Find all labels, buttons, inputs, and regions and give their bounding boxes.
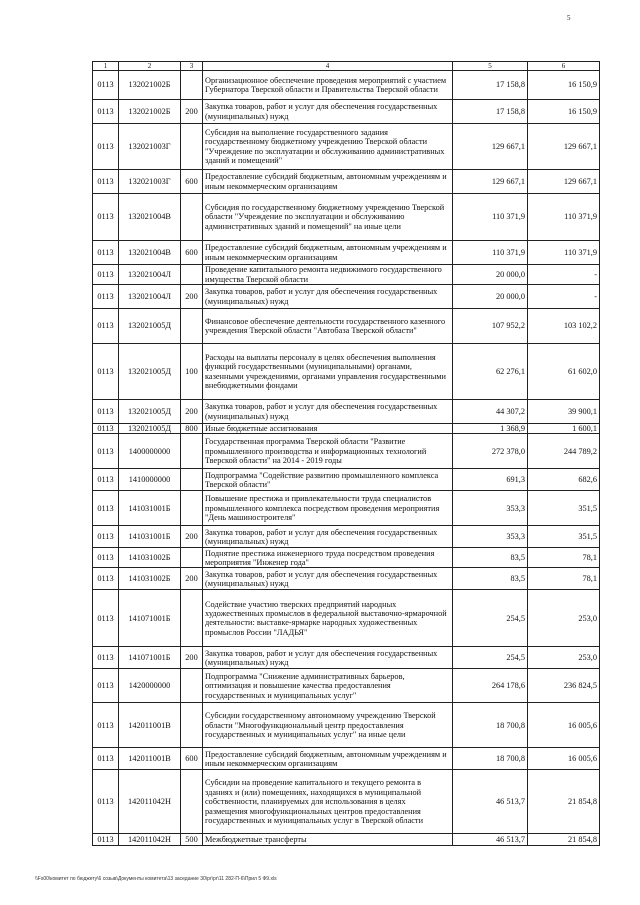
code-cell: 132021002Б: [119, 100, 181, 124]
section-cell: 0113: [93, 100, 119, 124]
code-cell: 132021004Л: [119, 265, 181, 285]
section-cell: 0113: [93, 647, 119, 669]
amount-2018-cell: 62 276,1: [453, 344, 528, 400]
amount-2018-cell: 264 178,6: [453, 669, 528, 703]
type-cell: 200: [181, 647, 203, 669]
name-cell: Содействие участию тверских предприятий народных художественных промыслов в федеральной выставочно-ярмарочной деятельности: выставке-ярмарке народных художественных промыслов России "ЛАДЬЯ": [203, 590, 453, 647]
amount-2019-cell: 78,1: [528, 548, 600, 568]
amount-2019-cell: 110 371,9: [528, 241, 600, 265]
section-cell: 0113: [93, 834, 119, 846]
code-cell: 141071001Б: [119, 647, 181, 669]
amount-2018-cell: 353,3: [453, 491, 528, 526]
name-cell: Подпрограмма "Содействие развитию промышленного комплекса Тверской области": [203, 469, 453, 491]
type-cell: [181, 309, 203, 344]
table-row: [93, 285, 600, 309]
table-row: [93, 170, 600, 194]
amount-2018-cell: 18 700,8: [453, 703, 528, 748]
code-cell: 142011042Н: [119, 834, 181, 846]
code-cell: 132021004В: [119, 194, 181, 241]
code-cell: 1410000000: [119, 469, 181, 491]
name-cell: Предоставление субсидий бюджетным, автономным учреждениям и иным некоммерческим организациям: [203, 170, 453, 194]
amount-2018-cell: 20 000,0: [453, 285, 528, 309]
amount-2018-cell: 44 307,2: [453, 400, 528, 424]
table-row: [93, 124, 600, 170]
section-cell: 0113: [93, 309, 119, 344]
code-cell: 132021003Г: [119, 170, 181, 194]
header-cell: 6: [528, 62, 600, 71]
table-row: [93, 590, 600, 647]
type-cell: [181, 770, 203, 834]
amount-2018-cell: 110 371,9: [453, 241, 528, 265]
section-cell: 0113: [93, 526, 119, 548]
section-cell: 0113: [93, 590, 119, 647]
name-cell: Субсидия на выполнение государственного задания государственному бюджетному учреждению Тверской области "Учреждение по эксплуатации и обслуживанию административных зданий и помещений": [203, 124, 453, 170]
amount-2018-cell: 17 158,8: [453, 100, 528, 124]
table-row: [93, 469, 600, 491]
header-cell: 2: [119, 62, 181, 71]
table-row: [93, 748, 600, 770]
type-cell: 200: [181, 285, 203, 309]
amount-2019-cell: -: [528, 265, 600, 285]
table-row: [93, 770, 600, 834]
table-row: [93, 434, 600, 469]
type-cell: [181, 71, 203, 100]
section-cell: 0113: [93, 241, 119, 265]
name-cell: Расходы на выплаты персоналу в целях обеспечения выполнения функций государственными (муниципальными) органами, казенными учреждениями, органами управления государственными внебюджетными фондами: [203, 344, 453, 400]
code-cell: 1420000000: [119, 669, 181, 703]
amount-2018-cell: 272 378,0: [453, 434, 528, 469]
amount-2019-cell: 253,0: [528, 647, 600, 669]
name-cell: Предоставление субсидий бюджетным, автономным учреждениям и иным некоммерческим организациям: [203, 241, 453, 265]
table-row: [93, 526, 600, 548]
code-cell: 141071001Б: [119, 590, 181, 647]
code-cell: 141031002Б: [119, 548, 181, 568]
name-cell: Иные бюджетные ассигнования: [203, 424, 453, 434]
amount-2018-cell: 353,3: [453, 526, 528, 548]
section-cell: 0113: [93, 344, 119, 400]
code-cell: 141031001Б: [119, 491, 181, 526]
section-cell: 0113: [93, 400, 119, 424]
section-cell: 0113: [93, 434, 119, 469]
file-path-footer: \\Fs00\комитет по бюджету\6 созыв\Документы комитета\13 заседание 30\pr\pr\11 282-П-6\Прил 5 Ф9.xls: [35, 876, 277, 882]
code-cell: 142011001В: [119, 703, 181, 748]
amount-2019-cell: 16 005,6: [528, 748, 600, 770]
amount-2018-cell: 1 368,9: [453, 424, 528, 434]
section-cell: 0113: [93, 124, 119, 170]
name-cell: Предоставление субсидий бюджетным, автономным учреждениям и иным некоммерческим организациям: [203, 748, 453, 770]
amount-2018-cell: 129 667,1: [453, 124, 528, 170]
code-cell: 132021003Г: [119, 124, 181, 170]
name-cell: Повышение престижа и привлекательности труда специалистов промышленного комплекса посредством проведения мероприятия "День машиностроителя": [203, 491, 453, 526]
amount-2019-cell: 21 854,8: [528, 834, 600, 846]
amount-2018-cell: 83,5: [453, 548, 528, 568]
name-cell: Поднятие престижа инженерного труда посредством проведения мероприятия "Инженер года": [203, 548, 453, 568]
type-cell: 200: [181, 100, 203, 124]
name-cell: Закупка товаров, работ и услуг для обеспечения государственных (муниципальных) нужд: [203, 568, 453, 590]
code-cell: 142011042Н: [119, 770, 181, 834]
section-cell: 0113: [93, 170, 119, 194]
section-cell: 0113: [93, 770, 119, 834]
amount-2019-cell: 351,5: [528, 526, 600, 548]
table-row: [93, 424, 600, 434]
code-cell: 132021004Л: [119, 285, 181, 309]
amount-2019-cell: 103 102,2: [528, 309, 600, 344]
table-row: [93, 400, 600, 424]
name-cell: Закупка товаров, работ и услуг для обеспечения государственных (муниципальных) нужд: [203, 100, 453, 124]
code-cell: 132021005Д: [119, 344, 181, 400]
page-number: 5: [567, 14, 571, 22]
section-cell: 0113: [93, 491, 119, 526]
amount-2018-cell: 18 700,8: [453, 748, 528, 770]
amount-2018-cell: 254,5: [453, 647, 528, 669]
header-cell: 1: [93, 62, 119, 71]
type-cell: 200: [181, 568, 203, 590]
amount-2019-cell: 16 150,9: [528, 71, 600, 100]
name-cell: Субсидии на проведение капитального и текущего ремонта в зданиях и (или) помещениях, находящихся в муниципальной собственности, планируемых для использования в целях размещения многофункциональных центров предоставления государственных и муниципальных услуг в Тверской области: [203, 770, 453, 834]
code-cell: 141031002Б: [119, 568, 181, 590]
amount-2019-cell: 78,1: [528, 568, 600, 590]
amount-2019-cell: -: [528, 285, 600, 309]
budget-table: [92, 61, 600, 846]
amount-2018-cell: 110 371,9: [453, 194, 528, 241]
amount-2018-cell: 691,3: [453, 469, 528, 491]
code-cell: 132021005Д: [119, 424, 181, 434]
code-cell: 132021002Б: [119, 71, 181, 100]
table-row: [93, 309, 600, 344]
type-cell: [181, 434, 203, 469]
name-cell: Организационное обеспечение проведения мероприятий с участием Губернатора Тверской области и Правительства Тверской области: [203, 71, 453, 100]
name-cell: Проведение капитального ремонта недвижимого государственного имущества Тверской области: [203, 265, 453, 285]
section-cell: 0113: [93, 568, 119, 590]
name-cell: Финансовое обеспечение деятельности государственного казенного учреждения Тверской области "Автобаза Тверской области": [203, 309, 453, 344]
name-cell: Межбюджетные трансферты: [203, 834, 453, 846]
type-cell: 500: [181, 834, 203, 846]
type-cell: 600: [181, 748, 203, 770]
amount-2019-cell: 351,5: [528, 491, 600, 526]
amount-2019-cell: 16 005,6: [528, 703, 600, 748]
type-cell: 600: [181, 241, 203, 265]
amount-2019-cell: 1 600,1: [528, 424, 600, 434]
table-row: [93, 265, 600, 285]
table-row: [93, 568, 600, 590]
section-cell: 0113: [93, 748, 119, 770]
header-cell: 4: [203, 62, 453, 71]
amount-2019-cell: 129 667,1: [528, 170, 600, 194]
section-cell: 0113: [93, 285, 119, 309]
amount-2018-cell: 83,5: [453, 568, 528, 590]
table-header-row: [93, 62, 600, 71]
type-cell: 100: [181, 344, 203, 400]
section-cell: 0113: [93, 669, 119, 703]
amount-2019-cell: 244 789,2: [528, 434, 600, 469]
type-cell: 600: [181, 170, 203, 194]
type-cell: [181, 669, 203, 703]
amount-2019-cell: 21 854,8: [528, 770, 600, 834]
name-cell: Субсидии государственному автономному учреждению Тверской области "Многофункциональный центр предоставления государственных и муниципальных услуг" на иные цели: [203, 703, 453, 748]
amount-2018-cell: 129 667,1: [453, 170, 528, 194]
table-row: [93, 344, 600, 400]
type-cell: [181, 590, 203, 647]
name-cell: Подпрограмма "Снижение административных барьеров, оптимизация и повышение качества предоставления государственных и муниципальных услуг": [203, 669, 453, 703]
section-cell: 0113: [93, 194, 119, 241]
table-row: [93, 194, 600, 241]
type-cell: 200: [181, 526, 203, 548]
name-cell: Закупка товаров, работ и услуг для обеспечения государственных (муниципальных) нужд: [203, 526, 453, 548]
amount-2019-cell: 682,6: [528, 469, 600, 491]
header-cell: 5: [453, 62, 528, 71]
table-row: [93, 71, 600, 100]
code-cell: 142011001В: [119, 748, 181, 770]
table-row: [93, 100, 600, 124]
amount-2019-cell: 110 371,9: [528, 194, 600, 241]
amount-2019-cell: 253,0: [528, 590, 600, 647]
type-cell: [181, 124, 203, 170]
header-cell: 3: [181, 62, 203, 71]
amount-2018-cell: 46 513,7: [453, 834, 528, 846]
code-cell: 132021005Д: [119, 309, 181, 344]
type-cell: [181, 194, 203, 241]
table-row: [93, 647, 600, 669]
amount-2019-cell: 236 824,5: [528, 669, 600, 703]
table-row: [93, 669, 600, 703]
type-cell: 200: [181, 400, 203, 424]
amount-2018-cell: 254,5: [453, 590, 528, 647]
amount-2018-cell: 46 513,7: [453, 770, 528, 834]
code-cell: 132021005Д: [119, 400, 181, 424]
type-cell: [181, 491, 203, 526]
type-cell: 800: [181, 424, 203, 434]
name-cell: Закупка товаров, работ и услуг для обеспечения государственных (муниципальных) нужд: [203, 400, 453, 424]
amount-2019-cell: 16 150,9: [528, 100, 600, 124]
section-cell: 0113: [93, 424, 119, 434]
code-cell: 132021004В: [119, 241, 181, 265]
amount-2018-cell: 20 000,0: [453, 265, 528, 285]
amount-2018-cell: 107 952,2: [453, 309, 528, 344]
table-row: [93, 703, 600, 748]
table-row: [93, 548, 600, 568]
amount-2019-cell: 39 900,1: [528, 400, 600, 424]
name-cell: Субсидия по государственному бюджетному учреждению Тверской области "Учреждение по эксплуатации и обслуживанию административных зданий и помещений" на иные цели: [203, 194, 453, 241]
type-cell: [181, 703, 203, 748]
code-cell: 141031001Б: [119, 526, 181, 548]
name-cell: Закупка товаров, работ и услуг для обеспечения государственных (муниципальных) нужд: [203, 285, 453, 309]
table-row: [93, 241, 600, 265]
type-cell: [181, 265, 203, 285]
amount-2019-cell: 61 602,0: [528, 344, 600, 400]
table-row: [93, 491, 600, 526]
name-cell: Государственная программа Тверской области "Развитие промышленного производства и информационных технологий Тверской области" на 2014 - 2019 годы: [203, 434, 453, 469]
type-cell: [181, 548, 203, 568]
code-cell: 1400000000: [119, 434, 181, 469]
section-cell: 0113: [93, 469, 119, 491]
amount-2019-cell: 129 667,1: [528, 124, 600, 170]
table-row: [93, 834, 600, 846]
name-cell: Закупка товаров, работ и услуг для обеспечения государственных (муниципальных) нужд: [203, 647, 453, 669]
type-cell: [181, 469, 203, 491]
section-cell: 0113: [93, 703, 119, 748]
section-cell: 0113: [93, 265, 119, 285]
section-cell: 0113: [93, 548, 119, 568]
amount-2018-cell: 17 158,8: [453, 71, 528, 100]
section-cell: 0113: [93, 71, 119, 100]
